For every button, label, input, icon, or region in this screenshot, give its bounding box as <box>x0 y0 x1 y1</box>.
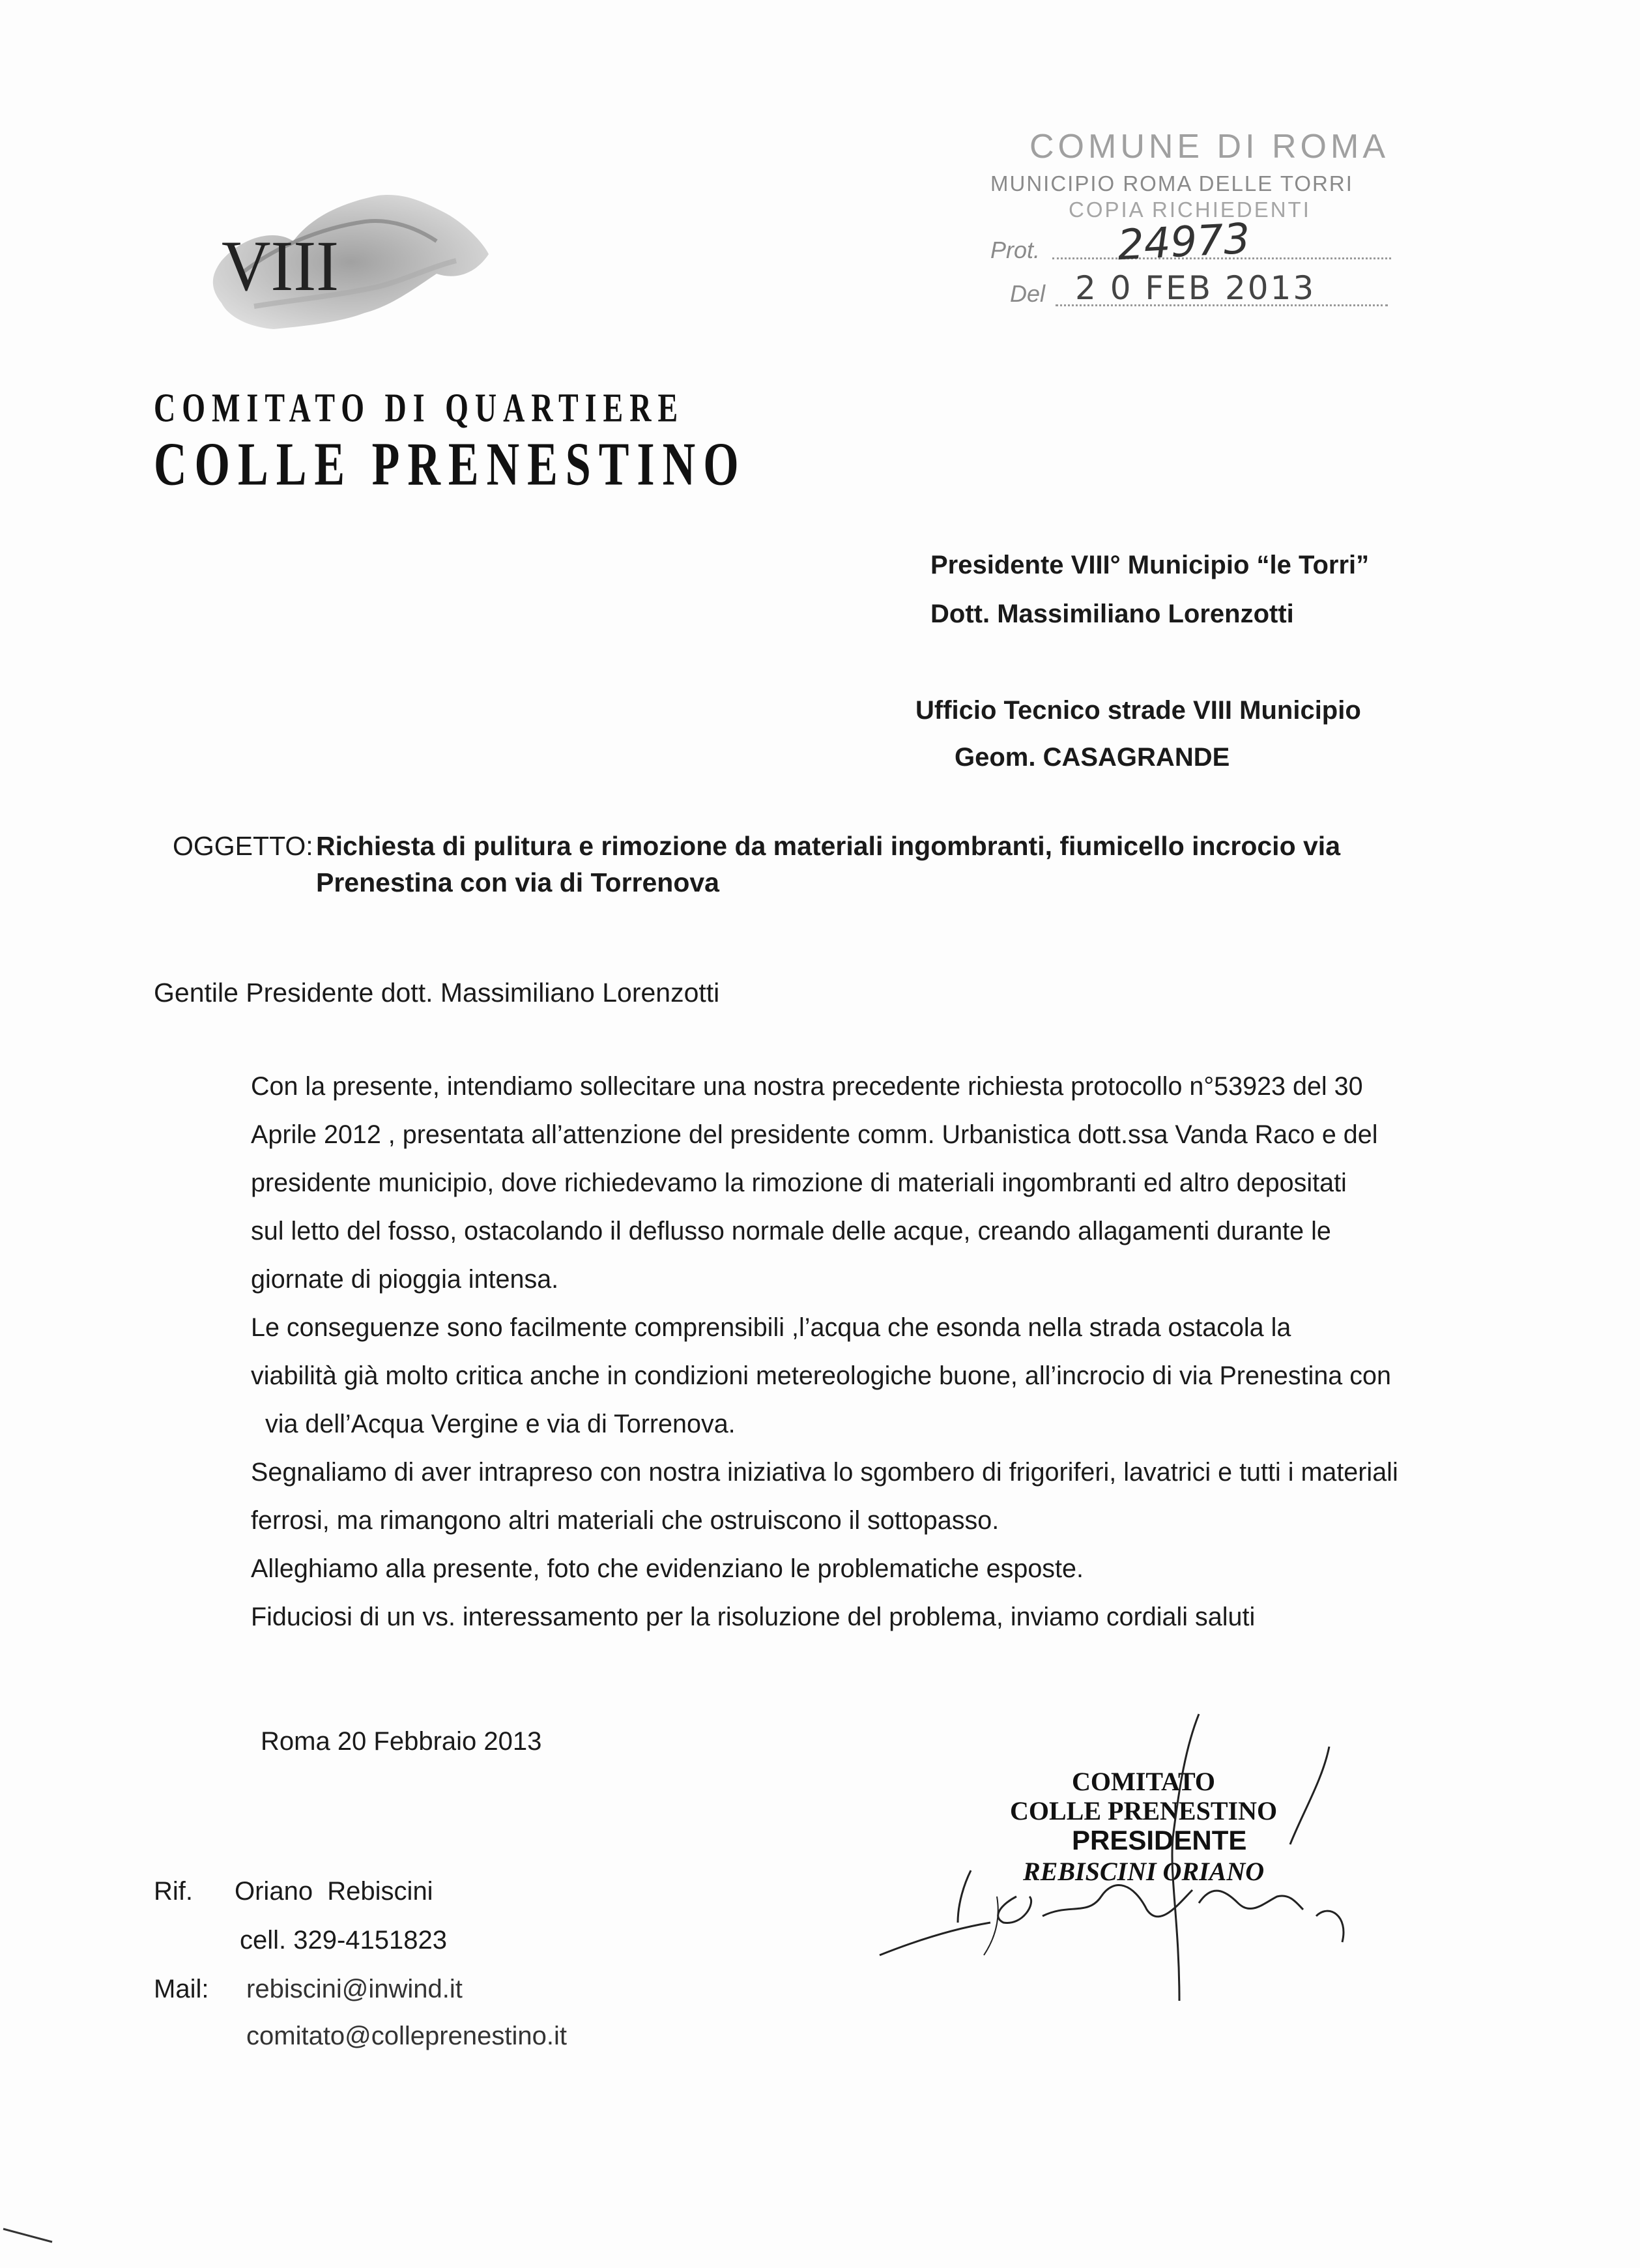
sig-stamp-line1: COMITATO <box>1072 1767 1216 1796</box>
contact-email2: comitato@colleprenestino.it <box>246 2022 567 2050</box>
body-line: Con la presente, intendiamo sollecitare una nostra precedente richiesta protocollo n°53923 del 30 <box>251 1072 1363 1101</box>
body-line: sul letto del fosso, ostacolando il deflusso normale delle acque, creando allagamenti durante le <box>251 1217 1331 1245</box>
recipient1-line2: Dott. Massimiliano Lorenzotti <box>930 600 1294 628</box>
body-line: presidente municipio, dove richiedevamo la rimozione di materiali ingombranti ed altro depositati <box>251 1169 1347 1197</box>
handwritten-signature <box>873 1708 1394 2007</box>
committee-name-line1: COMITATO DI QUARTIERE <box>154 385 685 431</box>
body-line: via dell’Acqua Vergine e via di Torrenova. <box>251 1410 736 1438</box>
subject-line2: Prenestina con via di Torrenova <box>316 867 719 897</box>
stamp-date-value: 2 0 FEB 2013 <box>1075 269 1316 307</box>
contact-email1: rebiscini@inwind.it <box>246 1975 463 2003</box>
sig-stamp-line2: COLLE PRENESTINO <box>1010 1796 1278 1825</box>
sig-stamp-line3: PRESIDENTE <box>1072 1825 1247 1855</box>
subject-label: OGGETTO: <box>173 831 313 861</box>
body-line: Segnaliamo di aver intrapreso con nostra iniziativa lo sgombero di frigoriferi, lavatrici e tutti i materiali <box>251 1458 1398 1487</box>
contact-name: Oriano Rebiscini <box>235 1877 433 1906</box>
body-line: giornate di pioggia intensa. <box>251 1265 559 1294</box>
logo-numeral: VIII <box>222 226 339 306</box>
mail-label: Mail: <box>154 1975 209 2003</box>
body-line: ferrosi, ma rimangono altri materiali che ostruiscono il sottopasso. <box>251 1506 1000 1535</box>
sig-stamp-line4: REBISCINI ORIANO <box>1023 1857 1265 1886</box>
subject-line1: Richiesta di pulitura e rimozione da materiali ingombranti, fiumicello incrocio via <box>316 831 1340 861</box>
greeting: Gentile Presidente dott. Massimiliano Lorenzotti <box>154 978 720 1008</box>
committee-name-line2: COLLE PRENESTINO <box>154 431 747 499</box>
date-place: Roma 20 Febbraio 2013 <box>261 1727 542 1756</box>
stamp-date-label: Del <box>1010 280 1046 307</box>
recipient1-line1: Presidente VIII° Municipio “le Torri” <box>930 551 1370 579</box>
body-line: Aprile 2012 , presentata all’attenzione del presidente comm. Urbanistica dott.ssa Vanda Raco e del <box>251 1120 1378 1149</box>
body-line: Fiduciosi di un vs. interessamento per la risoluzione del problema, inviamo cordiali saluti <box>251 1603 1256 1631</box>
protocol-stamp <box>990 127 1407 323</box>
letter-body <box>251 1062 1463 1641</box>
scan-mark <box>0 2222 59 2248</box>
stamp-prot-number: 24973 <box>1116 214 1252 270</box>
stamp-line1: COMUNE DI ROMA <box>1029 128 1389 166</box>
rif-label: Rif. <box>154 1877 193 1906</box>
contact-cell: cell. 329-4151823 <box>240 1926 448 1955</box>
body-line: viabilità già molto critica anche in condizioni metereologiche buone, all’incrocio di via Prenestina con <box>251 1361 1391 1390</box>
municipio-logo <box>195 176 502 352</box>
stamp-line3: COPIA RICHIEDENTI <box>1069 197 1311 222</box>
recipient2-line1: Ufficio Tecnico strade VIII Municipio <box>915 696 1361 725</box>
stamp-prot-label: Prot. <box>990 237 1041 263</box>
recipient2-line2: Geom. CASAGRANDE <box>955 743 1230 772</box>
stamp-line2: MUNICIPIO ROMA DELLE TORRI <box>990 171 1353 196</box>
signature-stamp <box>873 1708 1394 2007</box>
subject <box>173 828 1340 901</box>
body-line: Alleghiamo alla presente, foto che evidenziano le problematiche esposte. <box>251 1554 1084 1583</box>
body-line: Le conseguenze sono facilmente comprensibili ,l’acqua che esonda nella strada ostacola la <box>251 1313 1291 1342</box>
